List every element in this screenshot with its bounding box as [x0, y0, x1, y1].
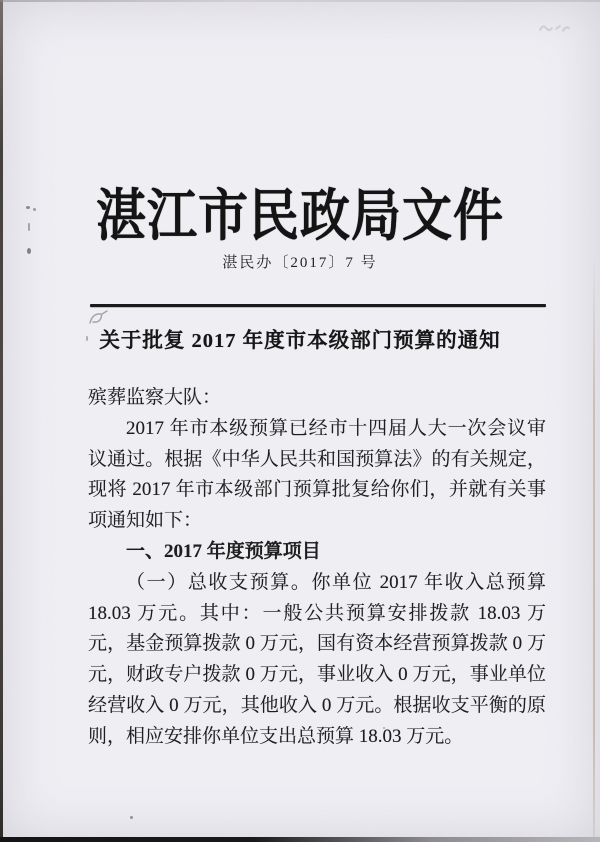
body-paragraph: 一、2017 年度预算项目 [126, 540, 321, 562]
body-paragraph: 殡葬监察大队： [88, 387, 222, 408]
agency-title: 湛江市民政局文件 [96, 184, 504, 248]
scan-edge-bottom [0, 837, 600, 842]
doc-number: 湛民办〔2017〕7 号 [222, 255, 378, 271]
document-body [88, 383, 546, 753]
body-paragraph: 2017 年市本级预算已经市十四届人大一次会议审议通过。根据《中华人民共和国预算法》的有关规定，现将 2017 年市本级部门预算批复给你们，并就有关事项通知如下： [88, 417, 546, 532]
pencil-mark-icon [538, 20, 572, 36]
document-subject: 关于批复 2017 年度市本级部门预算的通知 [99, 330, 501, 352]
body-paragraph: （一）总收支预算。你单位 2017 年收入总预算 18.03 万元。其中：一般公共预算安排拨款 18.03 万元，基金预算拨款 0 万元，国有资本经营预算拨款 0 万元，财政专户拨款 0 万元，事业收入 0 万元，事业单位经营收入 0 万元，其他收入 0 万元。根据收支平衡的原则，相应安排你单位支出总预算 18.03 万元。 [88, 571, 546, 747]
letterhead-divider-rule [90, 304, 546, 307]
scan-edge-left [0, 0, 3, 842]
scan-edge-top [0, 0, 600, 2]
ink-speck [130, 816, 133, 819]
